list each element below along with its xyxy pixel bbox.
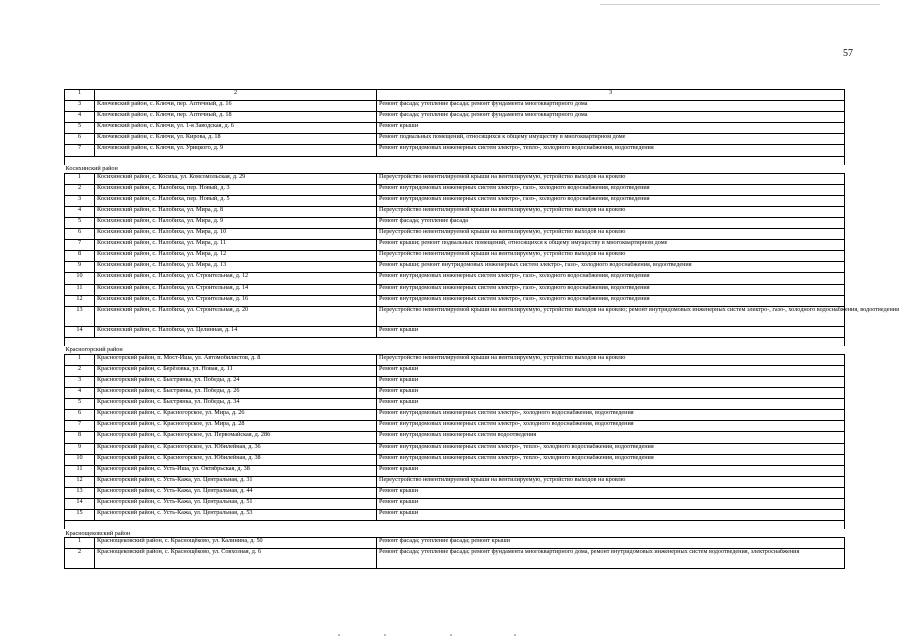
row-number: 6 [65,410,95,421]
work-type-cell: Ремонт крыши [377,499,845,510]
work-type-cell: Ремонт фасада; утепление фасада; ремонт крыши [377,538,845,549]
work-type-cell: Переустройство невентилируемой крыши на вентилируемую, устройство выходов на кровлю [377,251,845,262]
row-number: 9 [65,443,95,454]
work-type-cell: Ремонт фасада; утепление фасада; ремонт фундамента многоквартирного дома [377,112,845,123]
table-row [65,123,845,134]
table-row [65,432,845,443]
address-cell: Красногорский район, с. Усть-Кажа, ул. Центральная, д. 53 [95,510,377,521]
address-cell: Красногорский район, с. Быстрянка, ул. Победы, д. 24 [95,376,377,387]
address-cell: Косихинский район, с. Налобиха, ул. Строительная, д. 12 [95,273,377,284]
row-number: 13 [65,487,95,498]
address-cell: Косихинский район, с. Налобиха, ул. Строительная, д. 14 [95,284,377,295]
table-row [65,326,845,337]
row-number: 3 [65,195,95,206]
address-cell: Красногорский район, с. Усть-Иша, ул. Октябрьская, д. 38 [95,465,377,476]
work-type-cell: Ремонт крыши [377,388,845,399]
table-row [65,549,845,569]
work-type-cell: Ремонт крыши; ремонт внутридомовых инженерных систем электро-, газо-, холодного водоснабжения, водоотведения [377,262,845,273]
address-cell: Краснощековский район, с. Краснощёково, ул. Калинина, д. 50 [95,538,377,549]
table-row [65,101,845,112]
table-row [65,476,845,487]
row-number: 12 [65,476,95,487]
work-type-cell: Переустройство невентилируемой крыши на вентилируемую, устройство выходов на кровлю; ремонт внутридомовых инженерных систем электро-, газо-, холодного водоснабжения, водоотведения [377,306,845,326]
table-row [65,443,845,454]
table-row [65,134,845,145]
work-type-cell: Переустройство невентилируемой крыши на вентилируемую, устройство выходов на кровлю [377,173,845,184]
table-row [65,376,845,387]
work-type-cell: Ремонт внутридомовых инженерных систем электро-, газо-, холодного водоснабжения, водоотведения [377,273,845,284]
district-heading-row [65,346,845,355]
address-cell: Красногорский район, с. Красногорское, ул. Юбилейная, д. 36 [95,443,377,454]
section-spacer [65,521,845,530]
row-number: 12 [65,295,95,306]
row-number: 2 [65,184,95,195]
work-type-cell: Ремонт подвальных помещений, относящихся к общему имуществу в многоквартирном доме [377,134,845,145]
table-row [65,251,845,262]
row-number: 8 [65,251,95,262]
scan-artifact-line [600,4,880,5]
section-spacer [65,337,845,346]
work-type-cell: Ремонт внутридомовых инженерных систем водоотведения [377,432,845,443]
address-cell: Ключевский район, с. Ключи, ул. 1-я Заводская, д. 6 [95,123,377,134]
row-number: 10 [65,454,95,465]
row-number: 13 [65,306,95,326]
address-cell: Ключевский район, с. Ключи, пер. Аптечный, д. 16 [95,101,377,112]
row-number: 10 [65,273,95,284]
row-number: 6 [65,134,95,145]
table-row [65,499,845,510]
address-cell: Красногорский район, с. Усть-Кажа, ул. Центральная, д. 51 [95,499,377,510]
row-number: 7 [65,421,95,432]
column-number-1: 1 [65,90,95,101]
address-cell: Косихинский район, с. Налобиха, пер. Новый, д. 3 [95,184,377,195]
row-number: 4 [65,112,95,123]
work-type-cell: Ремонт крыши [377,465,845,476]
address-cell: Косихинский район, с. Налобиха, ул. Мира, д. 8 [95,206,377,217]
address-cell: Красногорский район, с. Быстрянка, ул. Победы, д. 34 [95,399,377,410]
table-row [65,173,845,184]
row-number: 14 [65,326,95,337]
work-type-cell: Ремонт крыши [377,365,845,376]
table-row [65,399,845,410]
work-type-cell: Ремонт внутридомовых инженерных систем электро-, газо-, холодного водоснабжения, водоотведения [377,284,845,295]
address-cell: Косихинский район, с. Налобиха, ул. Строительная, д. 16 [95,295,377,306]
district-heading: Косихинский район [65,165,118,173]
row-number: 7 [65,240,95,251]
section-spacer [65,156,845,165]
work-type-cell: Ремонт внутридомовых инженерных систем электро-, тепло-, холодного водоснабжения, водоотведения [377,145,845,156]
work-type-cell: Ремонт внутридомовых инженерных систем электро-, тепло-, холодного водоснабжения, водоотведения [377,443,845,454]
work-type-cell: Ремонт крыши [377,326,845,337]
row-number: 6 [65,229,95,240]
work-type-cell: Ремонт крыши; ремонт подвальных помещений, относящихся к общему имуществу в многоквартирном доме [377,240,845,251]
row-number: 5 [65,217,95,228]
address-cell: Косихинский район, с. Налобиха, ул. Мира, д. 11 [95,240,377,251]
scan-specks [330,634,530,636]
district-heading-row [65,165,845,174]
row-number: 7 [65,145,95,156]
work-type-cell: Ремонт крыши [377,487,845,498]
work-type-cell: Ремонт внутридомовых инженерных систем электро-, тепло-, холодного водоснабжения, водоотведения [377,454,845,465]
table-row [65,240,845,251]
address-cell: Ключевский район, с. Ключи, ул. Урицкого, д. 9 [95,145,377,156]
row-number: 5 [65,123,95,134]
table-row [65,112,845,123]
table-row [65,145,845,156]
row-number: 11 [65,284,95,295]
address-cell: Красногорский район, с. Быстрянка, ул. Победы, д. 26 [95,388,377,399]
row-number: 3 [65,376,95,387]
work-type-cell: Ремонт фасада; утепление фасада [377,217,845,228]
address-cell: Косихинский район, с. Налобиха, ул. Мира, д. 10 [95,229,377,240]
row-number: 8 [65,432,95,443]
district-heading: Краснощековский район [65,529,131,537]
row-number: 15 [65,510,95,521]
table-row [65,217,845,228]
work-type-cell: Ремонт внутридомовых инженерных систем электро-, газо-, холодного водоснабжения, водоотведения [377,195,845,206]
work-type-cell: Ремонт внутридомовых инженерных систем электро-, холодного водоснабжения, водоотведения [377,421,845,432]
table-row [65,410,845,421]
address-cell: Красногорский район, с. Красногорское, ул. Мира, д. 28 [95,421,377,432]
address-cell: Красногорский район, с. Усть-Кажа, ул. Центральная, д. 44 [95,487,377,498]
work-type-cell: Переустройство невентилируемой крыши на вентилируемую, устройство выходов на кровлю [377,229,845,240]
work-type-cell: Ремонт внутридомовых инженерных систем электро-, газо-, холодного водоснабжения, водоотведения [377,184,845,195]
work-type-cell: Ремонт внутридомовых инженерных систем электро-, холодного водоснабжения, водоотведения [377,410,845,421]
address-cell: Ключевский район, с. Ключи, пер. Аптечный, д. 18 [95,112,377,123]
work-type-cell: Переустройство невентилируемой крыши на вентилируемую, устройство выходов на кровлю [377,476,845,487]
row-number: 1 [65,538,95,549]
row-number: 1 [65,173,95,184]
work-type-cell: Ремонт крыши [377,376,845,387]
row-number: 3 [65,101,95,112]
address-cell: Косихинский район, с. Налобиха, ул. Целинная, д. 14 [95,326,377,337]
table-row [65,365,845,376]
row-number: 14 [65,499,95,510]
table-row [65,487,845,498]
work-type-cell: Ремонт фасада; утепление фасада; ремонт фундамента многоквартирного дома, ремонт внутридомовых инженерных систем водоотведения, электроснабжения [377,549,845,569]
row-number: 4 [65,388,95,399]
address-cell: Ключевский район, с. Ключи, ул. Кирова, д. 18 [95,134,377,145]
table-row [65,206,845,217]
table-row [65,262,845,273]
address-cell: Красногорский район, с. Усть-Кажа, ул. Центральная, д. 31 [95,476,377,487]
work-type-cell: Ремонт внутридомовых инженерных систем электро-, газо-, холодного водоснабжения, водоотведения [377,295,845,306]
row-number: 9 [65,262,95,273]
address-cell: Красногорский район, с. Красногорское, ул. Первомайская, д. 28б [95,432,377,443]
work-type-cell: Переустройство невентилируемой крыши на вентилируемую, устройство выходов на кровлю [377,206,845,217]
address-cell: Краснощековский район, с. Краснощёково, ул. Совхозная, д. 6 [95,549,377,569]
work-type-cell: Ремонт крыши [377,399,845,410]
row-number: 4 [65,206,95,217]
table-row [65,229,845,240]
work-type-cell: Ремонт фасада; утепление фасада; ремонт фундамента многоквартирного дома [377,101,845,112]
table-row [65,184,845,195]
table-row [65,454,845,465]
row-number: 5 [65,399,95,410]
address-cell: Косихинский район, с. Налобиха, ул. Мира, д. 13 [95,262,377,273]
row-number: 11 [65,465,95,476]
address-cell: Красногорский район, с. Красногорское, ул. Мира, д. 26 [95,410,377,421]
work-type-cell: Ремонт крыши [377,510,845,521]
page-number: 57 [843,48,853,59]
table-row [65,354,845,365]
works-table-body [65,89,899,569]
table-row [65,388,845,399]
table-row [65,284,845,295]
table-row [65,306,845,326]
table-row [65,195,845,206]
address-cell: Косихинский район, с. Налобиха, ул. Строительная, д. 20 [95,306,377,326]
address-cell: Косихинский район, с. Косиха, ул. Комсомольская, д. 29 [95,173,377,184]
column-number-2: 2 [95,90,377,101]
table-row [65,421,845,432]
address-cell: Косихинский район, с. Налобиха, ул. Мира, д. 9 [95,217,377,228]
work-type-cell: Переустройство невентилируемой крыши на вентилируемую, устройство выходов на кровлю [377,354,845,365]
row-number: 1 [65,354,95,365]
table-row [65,273,845,284]
row-number: 2 [65,549,95,569]
table-row [65,465,845,476]
work-type-cell: Ремонт крыши [377,123,845,134]
table-row [65,538,845,549]
address-cell: Красногорский район, с. Красногорское, ул. Юбилейная, д. 38 [95,454,377,465]
district-heading: Красногорский район [65,346,123,354]
column-number-header-row [65,90,845,101]
works-table [64,89,899,569]
address-cell: Косихинский район, с. Налобиха, ул. Мира, д. 12 [95,251,377,262]
table-row [65,295,845,306]
row-number: 2 [65,365,95,376]
address-cell: Косихинский район, с. Налобиха, пер. Новый, д. 5 [95,195,377,206]
address-cell: Красногорский район, п. Мост-Иша, ул. Автомобилистов, д. 8 [95,354,377,365]
column-number-3: 3 [377,90,845,101]
address-cell: Красногорский район, с. Берёзовка, ул. Новая, д. 11 [95,365,377,376]
table-row [65,510,845,521]
